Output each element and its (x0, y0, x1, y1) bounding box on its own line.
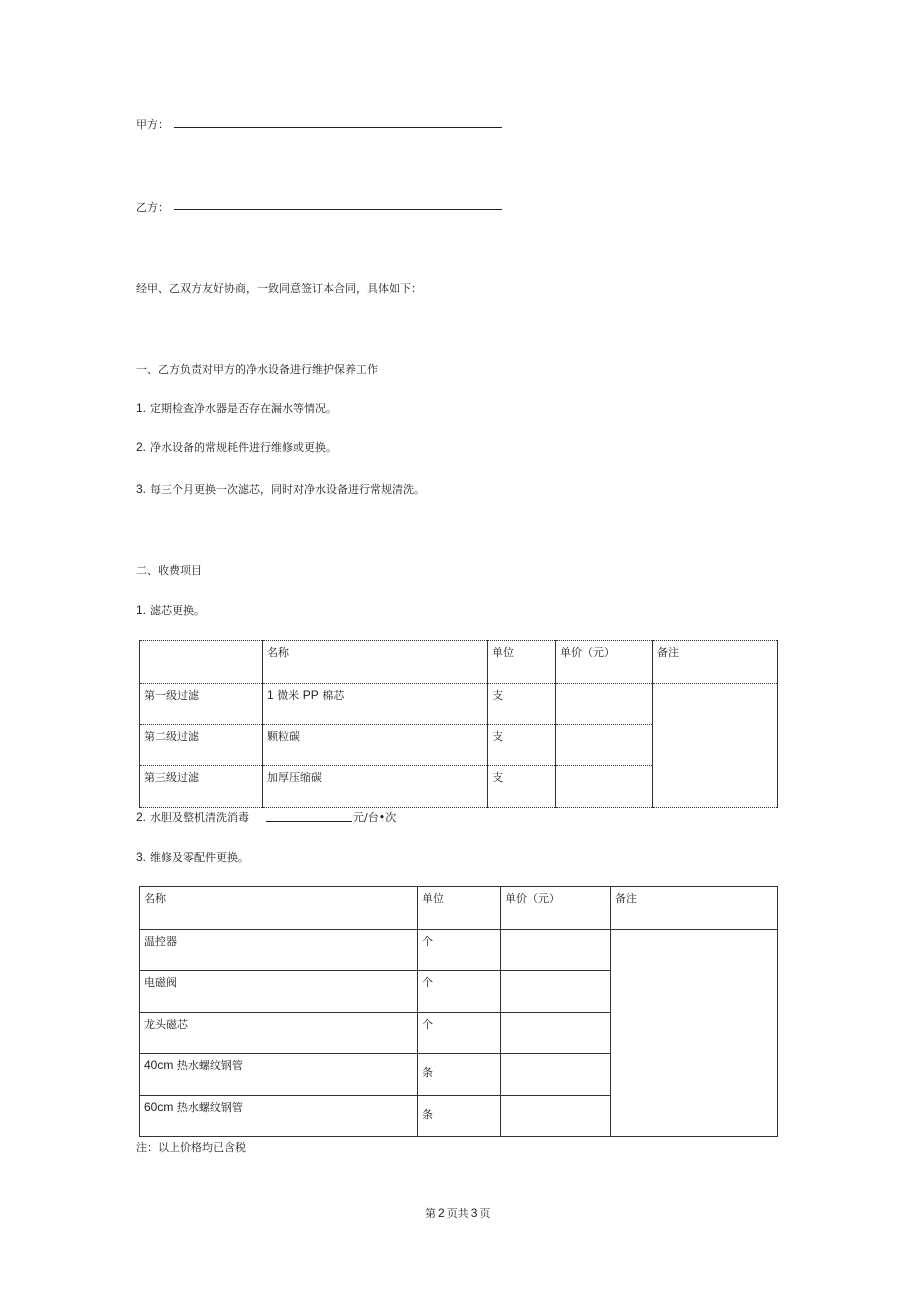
name-cell: 温控器 (140, 930, 418, 971)
party-a-signature-line[interactable] (174, 127, 502, 128)
unit-cell: 个 (418, 930, 501, 971)
section1-item-3 (136, 481, 425, 497)
stage-cell: 第一级过滤 (140, 684, 263, 725)
name-length: 40cm (144, 1058, 174, 1072)
name-cell: 龙头磁芯 (140, 1013, 418, 1054)
price-cell[interactable] (501, 1096, 611, 1137)
section1-item-2 (136, 439, 337, 455)
unit-cell: 个 (418, 971, 501, 1013)
item-text: 水胆及整机清洗消毒 (150, 811, 250, 824)
name-length: 60cm (144, 1100, 174, 1114)
name-cell (140, 1096, 418, 1137)
footer-mid: 页共 (446, 1207, 469, 1220)
intro-paragraph: 经甲、乙双方友好协商，一致同意签订本合同，具体如下： (136, 282, 422, 295)
total-pages: 3 (470, 1206, 478, 1220)
item-number: 1. (136, 603, 147, 617)
footer-pre: 第 (425, 1207, 436, 1220)
name-cell (263, 684, 488, 725)
section2-item-3 (136, 849, 249, 865)
table-header-row (140, 887, 778, 930)
unit-cell: 条 (418, 1054, 501, 1096)
price-cell[interactable] (556, 725, 653, 766)
name-text: 微米 (277, 689, 300, 702)
price-cell[interactable] (501, 1013, 611, 1054)
price-cell[interactable] (556, 684, 653, 725)
name-cell: 加厚压缩碳 (263, 766, 488, 808)
item-number: 3. (136, 850, 147, 864)
parts-table (139, 886, 778, 1137)
item-text: 维修及零配件更换。 (150, 851, 250, 864)
header-cell: 单价（元） (556, 641, 653, 684)
remark-cell[interactable] (611, 930, 778, 1137)
header-cell: 名称 (140, 887, 418, 930)
name-number: 1 (267, 688, 274, 702)
price-cell[interactable] (501, 930, 611, 971)
unit-cell: 支 (488, 725, 556, 766)
price-cell[interactable] (501, 971, 611, 1013)
item-text: 净水设备的常规耗件进行维修或更换。 (150, 441, 338, 454)
item-text: 定期检查净水器是否存在漏水等情况。 (150, 402, 338, 415)
name-cell: 颗粒碳 (263, 725, 488, 766)
price-blank-line[interactable] (266, 821, 352, 822)
price-cell[interactable] (501, 1054, 611, 1096)
party-b-label: 乙方： (136, 201, 169, 214)
header-cell: 备注 (611, 887, 778, 930)
section2-title: 二、收费项目 (136, 564, 202, 577)
item-number: 2. (136, 440, 147, 454)
table-row (140, 684, 778, 725)
price-cell[interactable] (556, 766, 653, 808)
unit-cell: 条 (418, 1096, 501, 1137)
filter-table (139, 640, 778, 808)
section2-item-2 (136, 809, 249, 825)
name-code: PP (302, 688, 319, 702)
header-cell: 名称 (263, 641, 488, 684)
section2-item-1 (136, 602, 205, 618)
name-tail: 棉芯 (322, 689, 345, 702)
item-text: 滤芯更换。 (150, 604, 206, 617)
stage-cell: 第二级过滤 (140, 725, 263, 766)
section1-title: 一、乙方负责对甲方的净水设备进行维护保养工作 (136, 363, 378, 376)
table-row (140, 930, 778, 971)
party-a-label: 甲方： (136, 118, 169, 131)
page-footer (425, 1205, 490, 1221)
table-header-row (140, 641, 778, 684)
name-cell (140, 1054, 418, 1096)
unit-cell: 个 (418, 1013, 501, 1054)
header-cell: 单价（元） (501, 887, 611, 930)
remark-cell[interactable] (653, 684, 778, 808)
item-text: 每三个月更换一次滤芯，同时对净水设备进行常规清洗。 (150, 483, 426, 496)
section1-item-1 (136, 400, 337, 416)
unit-cell: 支 (488, 684, 556, 725)
price-unit-suffix: 元/台•次 (353, 811, 397, 824)
item-number: 3. (136, 482, 147, 496)
stage-cell: 第三级过滤 (140, 766, 263, 808)
tax-note: 注：以上价格均已含税 (136, 1141, 246, 1154)
header-cell: 备注 (653, 641, 778, 684)
party-b-signature-line[interactable] (174, 209, 502, 210)
header-cell (140, 641, 263, 684)
name-text: 热水螺纹钢管 (176, 1059, 243, 1072)
unit-cell: 支 (488, 766, 556, 808)
footer-post: 页 (479, 1207, 491, 1220)
name-text: 热水螺纹钢管 (176, 1101, 243, 1114)
header-cell: 单位 (488, 641, 556, 684)
header-cell: 单位 (418, 887, 501, 930)
item-number: 2. (136, 810, 147, 824)
current-page: 2 (438, 1206, 445, 1220)
name-cell: 电磁阀 (140, 971, 418, 1013)
item-number: 1. (136, 401, 147, 415)
